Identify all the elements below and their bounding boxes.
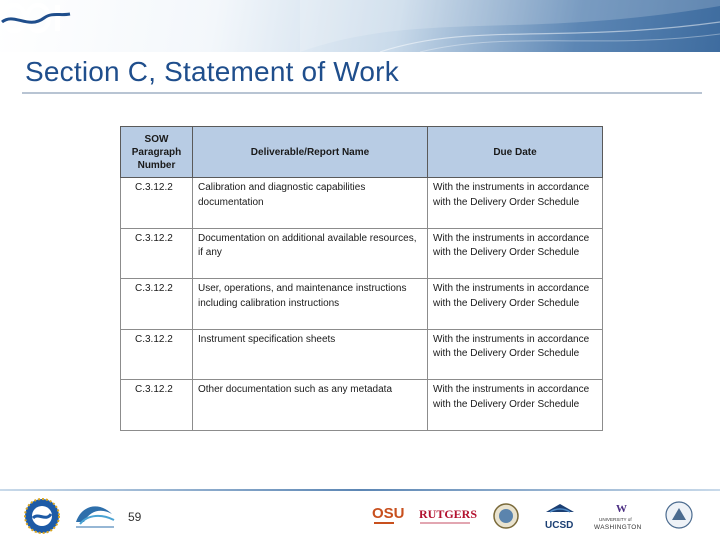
rutgers-logo <box>418 502 478 528</box>
ucsd-logo-text: UCSD <box>545 520 574 531</box>
header-band <box>0 0 720 52</box>
deliverable-cell: Instrument specification sheets <box>193 329 428 380</box>
due-date-cell: With the instruments in accordance with the Delivery Order Schedule <box>428 178 603 229</box>
table-row <box>121 279 603 330</box>
due-date-cell: With the instruments in accordance with the Delivery Order Schedule <box>428 329 603 380</box>
ooi-logo-text: OOI <box>36 34 38 35</box>
table-row <box>121 228 603 279</box>
consortium-wave-logo <box>72 500 118 530</box>
uw-logo-university: UNIVERSITY of <box>599 517 632 522</box>
deliverable-cell: Documentation on additional available resources, if any <box>193 228 428 279</box>
due-date-cell: With the instruments in accordance with the Delivery Order Schedule <box>428 279 603 330</box>
paragraph-number-cell: C.3.12.2 <box>121 380 193 431</box>
table-header-row <box>121 127 603 178</box>
paragraph-number-cell: C.3.12.2 <box>121 329 193 380</box>
uw-logo-washington: WASHINGTON <box>594 524 642 531</box>
column-header-deliverable: Deliverable/Report Name <box>193 127 428 178</box>
whoi-seal-logo <box>492 502 520 530</box>
ucsd-logo <box>540 500 580 532</box>
nsf-logo <box>22 496 62 536</box>
osu-logo <box>370 500 405 532</box>
paragraph-number-cell: C.3.12.2 <box>121 178 193 229</box>
table-row <box>121 178 603 229</box>
ooi-logo <box>0 0 72 36</box>
column-header-paragraph: SOW Paragraph Number <box>121 127 193 178</box>
title-divider <box>22 92 702 94</box>
paragraph-number-cell: C.3.12.2 <box>121 228 193 279</box>
due-date-cell: With the instruments in accordance with the Delivery Order Schedule <box>428 228 603 279</box>
uw-logo-mark: W <box>616 503 627 515</box>
sow-table-container <box>120 126 602 431</box>
deliverable-cell: User, operations, and maintenance instructions including calibration instructions <box>193 279 428 330</box>
table-row <box>121 380 603 431</box>
page-number: 59 <box>128 510 142 524</box>
page-title: Section C, Statement of Work <box>25 56 399 87</box>
footer-divider <box>0 489 720 491</box>
header-wave-graphic <box>0 0 720 52</box>
paragraph-number-cell: C.3.12.2 <box>121 279 193 330</box>
rutgers-logo-text: RUTGERS <box>419 507 478 521</box>
column-header-due-date: Due Date <box>428 127 603 178</box>
osu-logo-text: OSU <box>372 505 405 522</box>
deliverable-cell: Other documentation such as any metadata <box>193 380 428 431</box>
due-date-cell: With the instruments in accordance with the Delivery Order Schedule <box>428 380 603 431</box>
deliverable-cell: Calibration and diagnostic capabilities documentation <box>193 178 428 229</box>
uw-logo <box>592 500 652 532</box>
sow-deliverables-table <box>120 126 603 431</box>
table-row <box>121 329 603 380</box>
university-seal-logo <box>664 500 694 530</box>
